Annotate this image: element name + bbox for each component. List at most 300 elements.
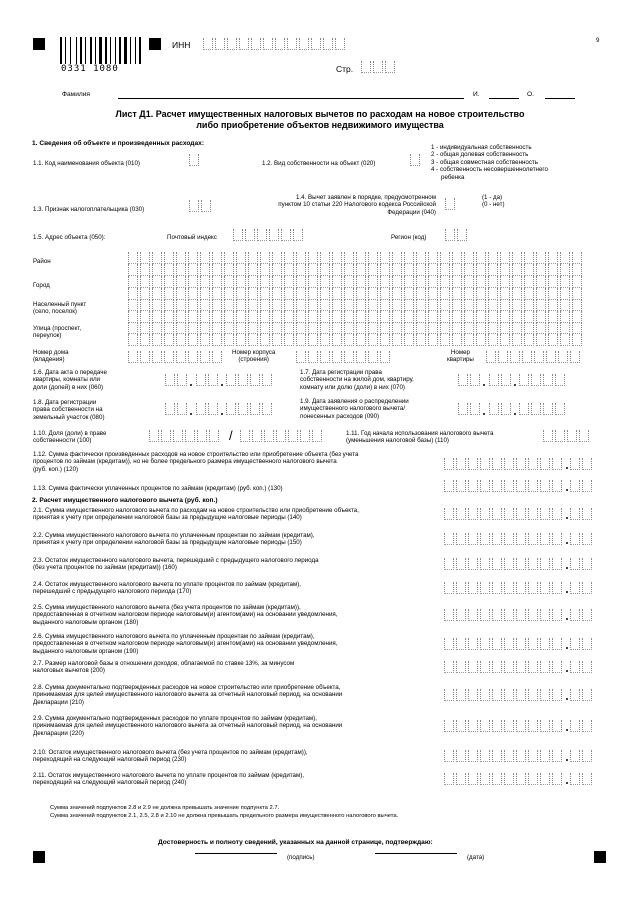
input-cell[interactable] [128,276,138,288]
district-cells-row1[interactable] [128,252,584,264]
input-cell[interactable] [212,299,222,311]
input-cell[interactable] [452,299,462,311]
input-cell[interactable] [284,334,294,346]
input-cell[interactable] [188,334,198,346]
input-cell[interactable] [128,322,138,334]
input-cell[interactable] [528,582,538,594]
input-cell[interactable] [570,351,580,363]
input-cell[interactable] [488,252,498,264]
input-cell[interactable] [582,750,592,762]
input-cell[interactable] [468,609,478,621]
input-cell[interactable] [524,264,534,276]
input-cell[interactable] [492,609,502,621]
input-cell[interactable] [344,351,354,363]
input-cell[interactable] [582,689,592,701]
input-cell[interactable] [164,334,174,346]
input-cell[interactable] [540,661,550,673]
section2-item-rubles[interactable] [444,689,564,701]
input-cell[interactable] [456,558,466,570]
input-cell[interactable] [296,299,306,311]
input-cell[interactable] [548,299,558,311]
input-cell[interactable] [488,334,498,346]
input-cell[interactable] [504,720,514,732]
input-cell[interactable] [512,299,522,311]
input-cell[interactable] [444,638,454,650]
input-cell[interactable] [492,533,502,545]
input-cell[interactable] [164,276,174,288]
input-cell[interactable] [380,276,390,288]
input-cell[interactable] [356,276,366,288]
input-cell[interactable] [200,264,210,276]
input-cell[interactable] [263,38,273,50]
input-cell[interactable] [188,252,198,264]
input-cell[interactable] [500,334,510,346]
section2-item-kopecks[interactable] [570,638,594,650]
input-cell[interactable] [344,264,354,276]
input-cell[interactable] [528,720,538,732]
field-1-10-numerator[interactable] [149,430,221,442]
input-cell[interactable] [492,750,502,762]
input-cell[interactable] [368,299,378,311]
input-cell[interactable] [440,264,450,276]
input-cell[interactable] [344,299,354,311]
input-cell[interactable] [444,773,454,785]
input-cell[interactable] [392,252,402,264]
input-cell[interactable] [444,533,454,545]
input-cell[interactable] [516,480,526,492]
input-cell[interactable] [536,322,546,334]
surname-line[interactable] [118,98,464,99]
input-cell[interactable] [464,276,474,288]
input-cell[interactable] [501,374,511,386]
field-1-11-cells[interactable] [543,430,591,442]
input-cell[interactable] [152,276,162,288]
input-cell[interactable] [540,533,550,545]
input-cell[interactable] [128,264,138,276]
input-cell[interactable] [456,689,466,701]
input-cell[interactable] [428,252,438,264]
input-cell[interactable] [519,403,529,415]
input-cell[interactable] [444,508,454,520]
input-cell[interactable] [504,458,514,470]
input-cell[interactable] [404,299,414,311]
input-cell[interactable] [452,252,462,264]
input-cell[interactable] [468,638,478,650]
input-cell[interactable] [392,276,402,288]
input-cell[interactable] [257,229,267,241]
input-cell[interactable] [332,276,342,288]
input-cell[interactable] [458,403,468,415]
input-cell[interactable] [380,351,390,363]
input-cell[interactable] [500,322,510,334]
input-cell[interactable] [582,508,592,520]
input-cell[interactable] [582,773,592,785]
input-cell[interactable] [552,558,562,570]
input-cell[interactable] [380,252,390,264]
input-cell[interactable] [516,458,526,470]
input-cell[interactable] [560,264,570,276]
input-cell[interactable] [552,508,562,520]
input-cell[interactable] [272,322,282,334]
input-cell[interactable] [476,252,486,264]
input-cell[interactable] [504,638,514,650]
input-cell[interactable] [548,276,558,288]
input-cell[interactable] [555,374,565,386]
field-1-6-day[interactable] [165,374,189,386]
input-cell[interactable] [504,582,514,594]
input-cell[interactable] [128,299,138,311]
field-1-9-month[interactable] [489,403,513,415]
input-cell[interactable] [356,334,366,346]
input-cell[interactable] [579,430,589,442]
input-cell[interactable] [524,276,534,288]
input-cell[interactable] [540,638,550,650]
input-cell[interactable] [373,61,383,73]
input-cell[interactable] [468,480,478,492]
section2-item-rubles[interactable] [444,558,564,570]
inn-cells[interactable] [203,38,347,50]
input-cell[interactable] [492,661,502,673]
input-cell[interactable] [209,430,219,442]
input-cell[interactable] [570,720,580,732]
input-cell[interactable] [164,322,174,334]
input-cell[interactable] [470,374,480,386]
input-cell[interactable] [540,720,550,732]
input-cell[interactable] [488,276,498,288]
input-cell[interactable] [512,252,522,264]
input-cell[interactable] [440,334,450,346]
input-cell[interactable] [260,276,270,288]
input-cell[interactable] [528,458,538,470]
postal-code-cells[interactable] [233,229,305,241]
input-cell[interactable] [552,533,562,545]
input-cell[interactable] [224,276,234,288]
field-1-9-year[interactable] [519,403,567,415]
input-cell[interactable] [540,773,550,785]
input-cell[interactable] [476,334,486,346]
input-cell[interactable] [356,351,366,363]
input-cell[interactable] [332,299,342,311]
input-cell[interactable] [476,276,486,288]
input-cell[interactable] [152,351,162,363]
input-cell[interactable] [528,638,538,650]
input-cell[interactable] [236,334,246,346]
input-cell[interactable] [276,430,286,442]
input-cell[interactable] [140,351,150,363]
section2-item-rubles[interactable] [444,720,564,732]
input-cell[interactable] [456,508,466,520]
input-cell[interactable] [444,750,454,762]
section2-item-kopecks[interactable] [570,582,594,594]
input-cell[interactable] [540,750,550,762]
input-cell[interactable] [308,299,318,311]
input-cell[interactable] [224,334,234,346]
input-cell[interactable] [516,638,526,650]
input-cell[interactable] [200,252,210,264]
input-cell[interactable] [284,252,294,264]
input-cell[interactable] [444,480,454,492]
field-1-8-day[interactable] [165,403,189,415]
field-1-12-kopecks[interactable] [570,458,594,470]
input-cell[interactable] [480,661,490,673]
input-cell[interactable] [500,299,510,311]
input-cell[interactable] [534,351,544,363]
input-cell[interactable] [458,374,468,386]
input-cell[interactable] [570,609,580,621]
input-cell[interactable] [500,276,510,288]
house-cells[interactable] [128,351,224,363]
input-cell[interactable] [504,609,514,621]
input-cell[interactable] [516,720,526,732]
input-cell[interactable] [504,773,514,785]
page-cells[interactable] [361,61,397,73]
building-cells[interactable] [296,351,392,363]
input-cell[interactable] [444,582,454,594]
input-cell[interactable] [272,276,282,288]
input-cell[interactable] [492,480,502,492]
input-cell[interactable] [452,276,462,288]
input-cell[interactable] [528,750,538,762]
input-cell[interactable] [176,334,186,346]
input-cell[interactable] [281,229,291,241]
input-cell[interactable] [456,720,466,732]
district-cells-row2[interactable] [128,264,584,276]
input-cell[interactable] [272,264,282,276]
input-cell[interactable] [524,299,534,311]
input-cell[interactable] [128,252,138,264]
input-cell[interactable] [480,508,490,520]
input-cell[interactable] [260,299,270,311]
input-cell[interactable] [293,229,303,241]
input-cell[interactable] [552,582,562,594]
section2-item-rubles[interactable] [444,533,564,545]
input-cell[interactable] [320,276,330,288]
input-cell[interactable] [323,38,333,50]
input-cell[interactable] [185,430,195,442]
input-cell[interactable] [176,276,186,288]
input-cell[interactable] [582,480,592,492]
input-cell[interactable] [252,430,262,442]
input-cell[interactable] [524,322,534,334]
input-cell[interactable] [189,200,199,212]
input-cell[interactable] [504,480,514,492]
input-cell[interactable] [572,334,582,346]
input-cell[interactable] [288,430,298,442]
input-cell[interactable] [512,276,522,288]
input-cell[interactable] [308,334,318,346]
input-cell[interactable] [540,609,550,621]
input-cell[interactable] [456,638,466,650]
input-cell[interactable] [555,403,565,415]
input-cell[interactable] [516,773,526,785]
field-1-6-year[interactable] [226,374,274,386]
input-cell[interactable] [320,299,330,311]
input-cell[interactable] [224,299,234,311]
initial-o-line[interactable] [545,98,575,99]
input-cell[interactable] [308,264,318,276]
field-1-7-year[interactable] [519,374,567,386]
input-cell[interactable] [468,750,478,762]
field-1-8-month[interactable] [196,403,220,415]
input-cell[interactable] [296,276,306,288]
input-cell[interactable] [176,322,186,334]
input-cell[interactable] [224,252,234,264]
input-cell[interactable] [416,276,426,288]
input-cell[interactable] [128,351,138,363]
input-cell[interactable] [548,264,558,276]
input-cell[interactable] [404,264,414,276]
input-cell[interactable] [560,276,570,288]
input-cell[interactable] [177,374,187,386]
input-cell[interactable] [200,322,210,334]
input-cell[interactable] [164,351,174,363]
input-cell[interactable] [164,299,174,311]
input-cell[interactable] [476,322,486,334]
input-cell[interactable] [548,252,558,264]
input-cell[interactable] [344,322,354,334]
input-cell[interactable] [492,689,502,701]
input-cell[interactable] [428,299,438,311]
section2-item-kopecks[interactable] [570,773,594,785]
input-cell[interactable] [572,322,582,334]
input-cell[interactable] [560,252,570,264]
input-cell[interactable] [308,351,318,363]
input-cell[interactable] [161,430,171,442]
field-1-8-year[interactable] [226,403,274,415]
input-cell[interactable] [312,430,322,442]
input-cell[interactable] [492,638,502,650]
input-cell[interactable] [140,322,150,334]
input-cell[interactable] [189,154,199,166]
input-cell[interactable] [516,508,526,520]
input-cell[interactable] [284,299,294,311]
input-cell[interactable] [492,720,502,732]
input-cell[interactable] [510,351,520,363]
input-cell[interactable] [212,264,222,276]
input-cell[interactable] [524,252,534,264]
input-cell[interactable] [572,276,582,288]
input-cell[interactable] [548,322,558,334]
input-cell[interactable] [528,661,538,673]
input-cell[interactable] [404,322,414,334]
input-cell[interactable] [504,508,514,520]
input-cell[interactable] [296,351,306,363]
input-cell[interactable] [516,661,526,673]
input-cell[interactable] [543,374,553,386]
input-cell[interactable] [504,689,514,701]
input-cell[interactable] [368,276,378,288]
input-cell[interactable] [480,458,490,470]
input-cell[interactable] [320,334,330,346]
field-1-13-kopecks[interactable] [570,480,594,492]
input-cell[interactable] [332,264,342,276]
input-cell[interactable] [368,264,378,276]
input-cell[interactable] [570,661,580,673]
section2-item-rubles[interactable] [444,508,564,520]
input-cell[interactable] [404,276,414,288]
input-cell[interactable] [540,458,550,470]
input-cell[interactable] [188,299,198,311]
input-cell[interactable] [140,276,150,288]
input-cell[interactable] [176,264,186,276]
input-cell[interactable] [264,430,274,442]
input-cell[interactable] [392,299,402,311]
input-cell[interactable] [308,252,318,264]
input-cell[interactable] [203,38,213,50]
input-cell[interactable] [456,582,466,594]
input-cell[interactable] [524,334,534,346]
input-cell[interactable] [504,533,514,545]
field-1-3-cells[interactable] [189,200,213,212]
input-cell[interactable] [176,351,186,363]
input-cell[interactable] [444,458,454,470]
input-cell[interactable] [269,229,279,241]
section2-item-kopecks[interactable] [570,533,594,545]
input-cell[interactable] [560,299,570,311]
input-cell[interactable] [582,638,592,650]
input-cell[interactable] [444,689,454,701]
input-cell[interactable] [238,403,248,415]
input-cell[interactable] [570,773,580,785]
input-cell[interactable] [248,252,258,264]
input-cell[interactable] [212,252,222,264]
input-cell[interactable] [528,773,538,785]
input-cell[interactable] [248,334,258,346]
input-cell[interactable] [332,252,342,264]
input-cell[interactable] [516,609,526,621]
input-cell[interactable] [356,322,366,334]
input-cell[interactable] [470,403,480,415]
input-cell[interactable] [272,252,282,264]
input-cell[interactable] [308,276,318,288]
input-cell[interactable] [500,252,510,264]
input-cell[interactable] [300,430,310,442]
input-cell[interactable] [516,689,526,701]
input-cell[interactable] [570,508,580,520]
input-cell[interactable] [582,582,592,594]
input-cell[interactable] [464,334,474,346]
region-code-cells[interactable] [445,229,469,241]
input-cell[interactable] [468,558,478,570]
input-cell[interactable] [128,334,138,346]
input-cell[interactable] [552,773,562,785]
input-cell[interactable] [380,264,390,276]
input-cell[interactable] [428,264,438,276]
input-cell[interactable] [200,351,210,363]
input-cell[interactable] [536,276,546,288]
input-cell[interactable] [486,351,496,363]
input-cell[interactable] [392,264,402,276]
input-cell[interactable] [404,252,414,264]
input-cell[interactable] [212,276,222,288]
field-1-9-day[interactable] [458,403,482,415]
input-cell[interactable] [528,508,538,520]
input-cell[interactable] [272,299,282,311]
input-cell[interactable] [212,322,222,334]
input-cell[interactable] [516,582,526,594]
input-cell[interactable] [555,430,565,442]
input-cell[interactable] [504,661,514,673]
input-cell[interactable] [240,430,250,442]
input-cell[interactable] [445,198,455,210]
input-cell[interactable] [468,508,478,520]
input-cell[interactable] [531,374,541,386]
input-cell[interactable] [489,374,499,386]
input-cell[interactable] [464,252,474,264]
input-cell[interactable] [239,38,249,50]
input-cell[interactable] [468,661,478,673]
input-cell[interactable] [368,322,378,334]
